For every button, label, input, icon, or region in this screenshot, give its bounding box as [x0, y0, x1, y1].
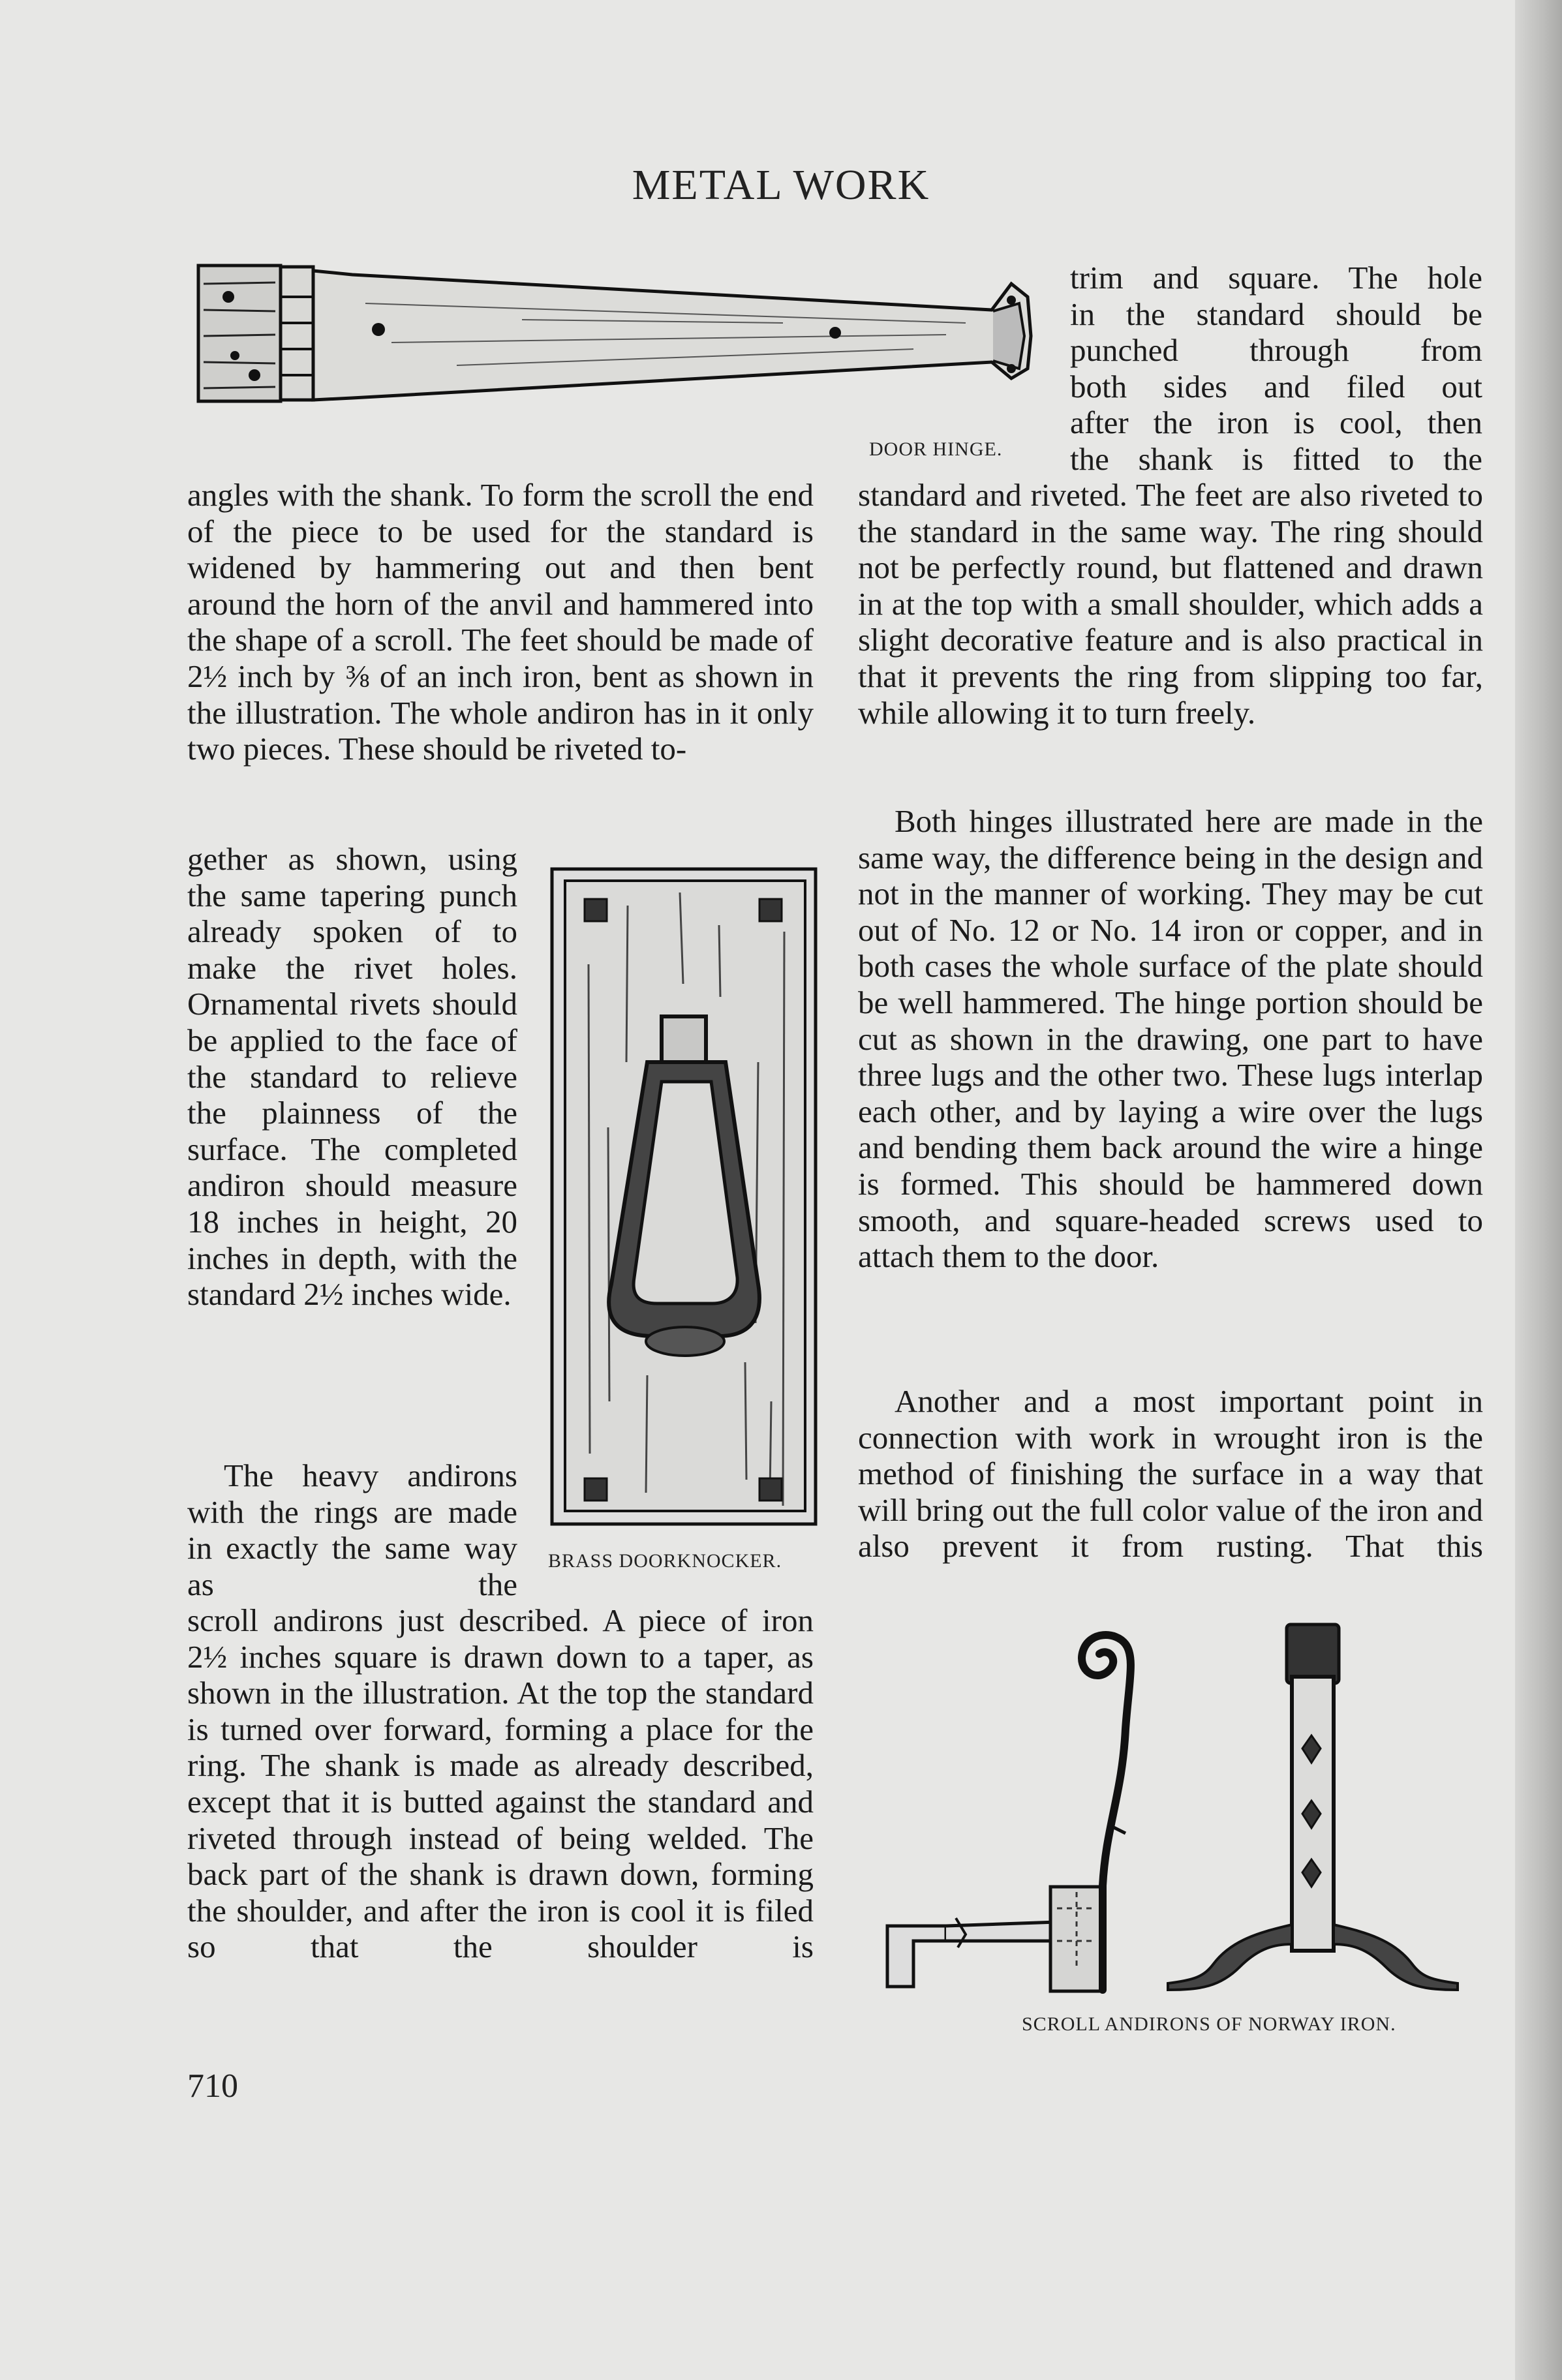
left-column-narrow-paragraph-2: [187, 1457, 517, 1602]
text-line: punched through from: [1070, 332, 1482, 369]
right-column-paragraph-1: [858, 477, 1483, 731]
paragraph-text: scroll andirons just described. A piece of iron 2½ inches square is drawn down to a taper, as shown in the illustration. At the top the standard is turned over forward, forming a place for the ring. The shank is made as already described, except that it is butted against the standard and riveted through instead of being welded. The back part of the shank is drawn down, forming the shoulder, and after the iron is cool it is filed so that the shoulder is: [187, 1602, 814, 1965]
text-line: the shank is fitted to the: [1070, 440, 1482, 477]
andirons-caption: SCROLL ANDIRONS OF NORWAY IRON.: [1022, 2013, 1396, 2035]
left-column-narrow-paragraph-1: [187, 841, 517, 1313]
door-hinge-illustration: [196, 258, 1037, 414]
paragraph-text: The heavy andirons with the rings are made in exactly the same way as the: [187, 1457, 517, 1602]
right-column-paragraph-3: [858, 1383, 1483, 1564]
left-column-paragraph-2: [187, 1602, 814, 1965]
right-top-text: [1070, 260, 1482, 478]
paragraph-text: standard and riveted. The feet are also riveted to the standard in the same way. The ring should not be perfectly round, but flattened and drawn in at the top with a small shoulder, which adds a slight decorative feature and is also practical in that it prevents the ring from slipping too far, while allowing it to turn freely.: [858, 477, 1483, 731]
scroll-andirons-illustration: [874, 1611, 1468, 1996]
right-column-paragraph-2: [858, 803, 1483, 1275]
doorknocker-caption: BRASS DOORKNOCKER.: [548, 1550, 782, 1572]
text-line: trim and square. The hole: [1070, 260, 1482, 296]
text-line: both sides and filed out: [1070, 368, 1482, 404]
paragraph-text: Both hinges illustrated here are made in the same way, the difference being in the design and not in the manner of working. They may be cut out of No. 12 or No. 14 iron or copper, and in both cases the whole surface of the plate should be well hammered. The hinge portion should be cut as shown in the drawing, one part to have three lugs and the other two. These lugs interlap each other, and by laying a wire over the lugs and bending them back around the wire a hinge is formed. This should be hammered down smooth, and square-headed screws used to attach them to the door.: [858, 803, 1483, 1275]
text-line: after the iron is cool, then: [1070, 404, 1482, 441]
paragraph-text: Another and a most important point in connection with work in wrought iron is the method of finishing the surface in a way that will bring out the full color value of the iron and also prevent it from rusting. That this: [858, 1383, 1483, 1564]
page-number: 710: [187, 2067, 238, 2105]
paragraph-text: angles with the shank. To form the scroll the end of the piece to be used for the standard is widened by hammering out and then bent around the horn of the anvil and hammered into the shape of a scroll. The feet should be made of 2½ inch by ⅜ of an inch iron, bent as shown in the illustration. The whole andiron has in it only two pieces. These should be riveted to-: [187, 477, 814, 767]
text-line: in the standard should be: [1070, 296, 1482, 332]
paragraph-text: gether as shown, using the same tapering punch already spoken of to make the rivet holes. Ornamental rivets should be applied to the face of the standard to relieve the plainness of the surface. The completed andiron should measure 18 inches in height, 20 inches in depth, with the standard 2½ inches wide.: [187, 841, 517, 1313]
brass-doorknocker-illustration: [549, 866, 818, 1527]
page-edge-shadow: [1515, 0, 1562, 2380]
running-head: METAL WORK: [632, 161, 930, 209]
left-column-paragraph-1: [187, 477, 814, 767]
door-hinge-caption: DOOR HINGE.: [869, 438, 1003, 460]
